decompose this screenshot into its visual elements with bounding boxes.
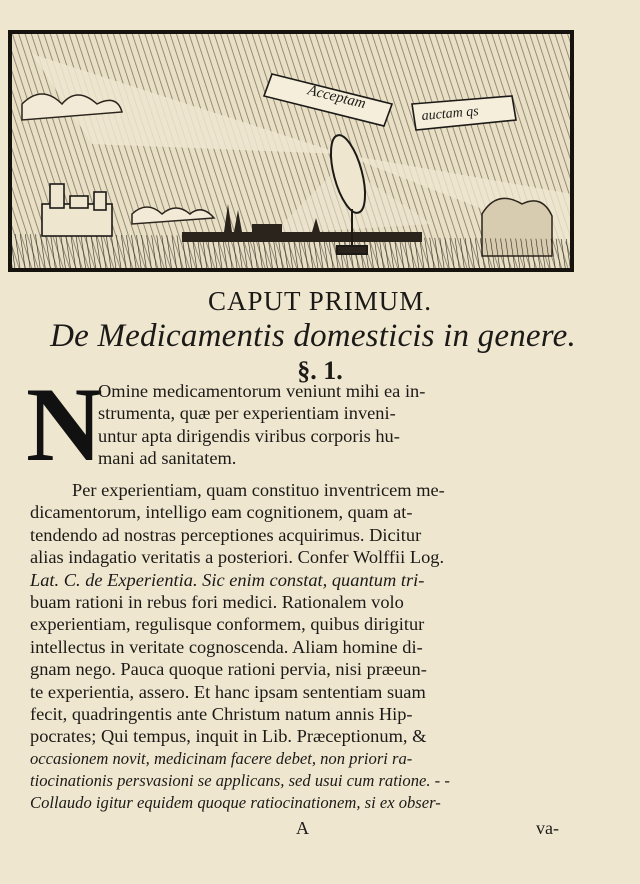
text-line: tiocinationis persvasioni se applicans, sed usui cum ratione. - - — [30, 771, 450, 791]
text-line: dicamentorum, intelligo eam cognitionem, quam at- — [30, 502, 413, 523]
chapter-heading: CAPUT PRIMUM. — [207, 286, 433, 316]
signature-mark: A — [296, 818, 309, 838]
woodcut-illustration — [8, 30, 574, 272]
text-line: untur apta dirigendis viribus corporis hu- — [98, 425, 400, 446]
text-line: alias indagatio veritatis a posteriori. Confer Wolffii Log. — [30, 547, 445, 568]
text-line: tendendo ad nostras perceptiones acquirimus. Dicitur — [30, 524, 422, 545]
main-paragraph — [30, 479, 566, 815]
text-line: te experientia, assero. Et hanc ipsam sententiam suam — [30, 681, 426, 702]
text-line: intellectus in veritate cognoscenda. Aliam homine di- — [30, 636, 423, 657]
text-line: pocrates; Qui tempus, inquit in Lib. Præceptionum, & — [30, 726, 427, 747]
scroll-text-2: auctam qs — [421, 104, 480, 124]
opening-paragraph — [98, 380, 566, 470]
text-line: Collaudo igitur equidem quoque ratiocinationem, si ex obser- — [30, 793, 441, 813]
text-line: gnam nego. Pauca quoque rationi pervia, nisi præeun- — [30, 659, 427, 680]
section-number: §. 1. — [297, 356, 343, 385]
text-line: Omine medicamentorum veniunt mihi ea in- — [98, 381, 426, 401]
text-line: Lat. C. de Experientia. Sic enim constat, quantum tri- — [30, 569, 425, 590]
catchword: va- — [536, 818, 559, 838]
text-line: Per experientiam, quam constituo inventricem me- — [72, 480, 445, 500]
text-line: mani ad sanitatem. — [98, 448, 237, 469]
scroll-text-1: Acceptam — [306, 82, 368, 113]
text-line: strumenta, quæ per experientiam inveni- — [98, 403, 396, 424]
chapter-title: De Medicamentis domesticis in genere. — [50, 318, 576, 354]
text-line: occasionem novit, medicinam facere debet, non priori ra- — [30, 748, 413, 768]
text-line: experientiam, regulisque conformem, quibus dirigitur — [30, 614, 425, 635]
text-line: buam rationi in rebus fori medici. Rationalem volo — [30, 591, 404, 612]
drop-capital: N — [26, 366, 103, 483]
text-line: fecit, quadringentis ante Christum natum annis Hip- — [30, 703, 413, 724]
